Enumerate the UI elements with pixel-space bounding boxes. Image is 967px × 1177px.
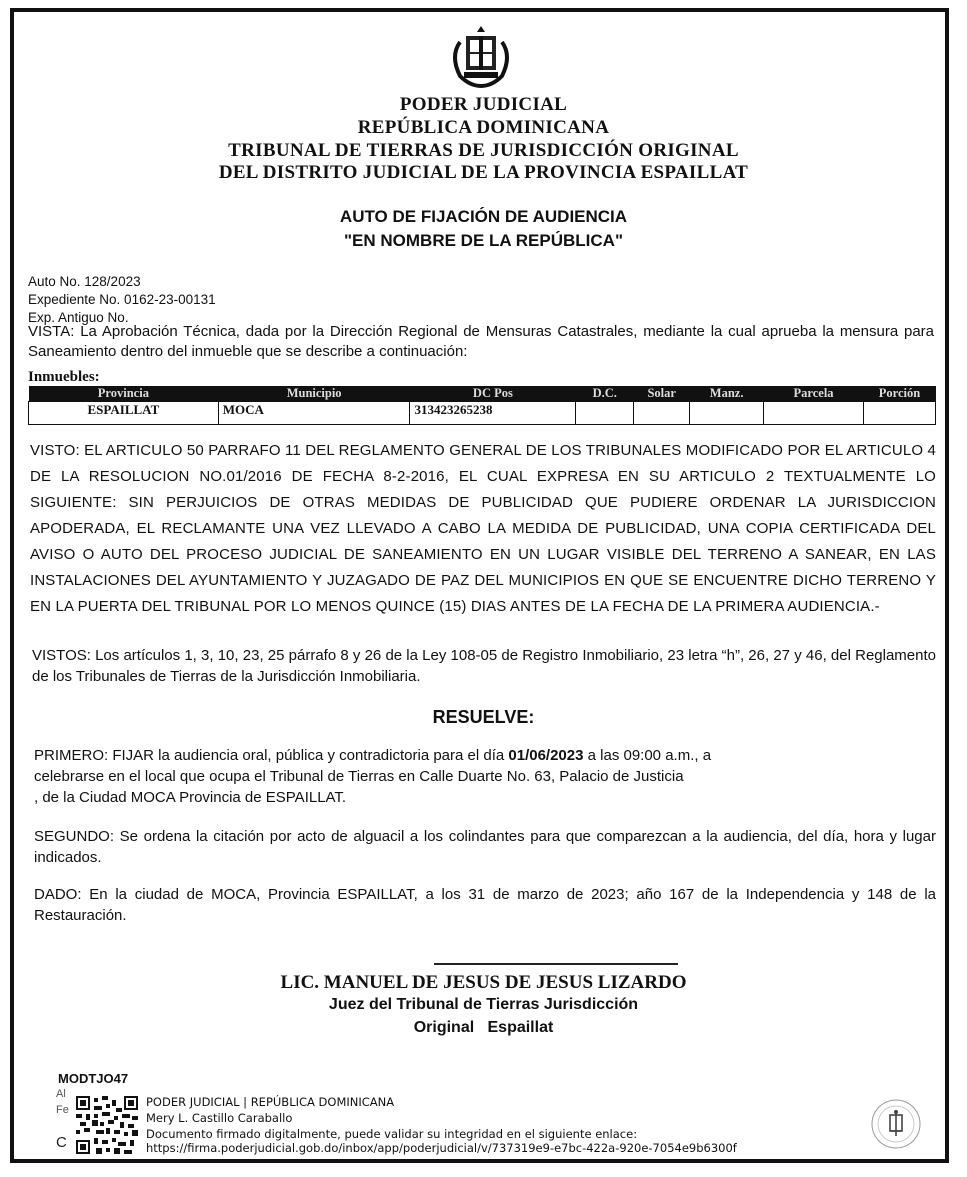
segundo-paragraph: SEGUNDO: Se ordena la citación por acto de alguacil a los colindantes para que comparezcan a la audiencia, del día, hora y lugar indicados. [34, 828, 936, 866]
vista-paragraph: VISTA: La Aprobación Técnica, dada por la Dirección Regional de Mensuras Catastrales, mediante la cual aprueba la mensura para Saneamiento dentro del inmueble que se describe a continuación: [28, 323, 934, 360]
cell-dc [576, 402, 634, 425]
signature-line [434, 963, 678, 965]
inmuebles-table [28, 386, 936, 425]
auto-number: Auto No. 128/2023 [28, 274, 141, 289]
qr-code[interactable] [76, 1096, 138, 1154]
cell-dc-pos: 313423265238 [410, 402, 576, 425]
header-line-3: TRIBUNAL DE TIERRAS DE JURISDICCIÓN ORIGINAL [228, 140, 739, 161]
cell-manzana [690, 402, 764, 425]
digital-signature-signer: Mery L. Castillo Caraballo [146, 1111, 293, 1125]
verification-link[interactable]: https://firma.poderjudicial.gob.do/inbox/app/poderjudicial/v/737319e9-e7bc-422a-920e-7054e9b6300f [146, 1141, 737, 1155]
primero-line-2: celebrarse en el local que ocupa el Tribunal de Tierras en Calle Duarte No. 63, Palacio de Justicia [34, 768, 684, 785]
cell-solar [634, 402, 690, 425]
digital-signature-line-3: Documento firmado digitalmente, puede validar su integridad en el siguiente enlace: [146, 1127, 638, 1141]
digital-signature-line-1: PODER JUDICIAL | REPÚBLICA DOMINICANA [146, 1095, 395, 1109]
expediente-number: Expediente No. 0162-23-00131 [28, 292, 216, 307]
header-line-1: PODER JUDICIAL [399, 94, 568, 115]
inmuebles-label: Inmuebles: [28, 369, 100, 385]
faint-text-1: Al [56, 1088, 66, 1100]
dado-paragraph: DADO: En la ciudad de MOCA, Provincia ESPAILLAT, a los 31 de marzo de 2023; año 167 de la Independencia y 148 de la Restauración. [34, 886, 936, 924]
judge-name: LIC. MANUEL DE JESUS DE JESUS LIZARDO [280, 972, 687, 993]
column-header: Solar [634, 386, 690, 402]
cell-porcion [863, 402, 935, 425]
hearing-date: 01/06/2023 [508, 747, 584, 764]
table-row [29, 402, 936, 425]
header-line-2: REPÚBLICA DOMINICANA [357, 117, 610, 138]
faint-text-3: C [56, 1134, 67, 1151]
column-header: D.C. [576, 386, 634, 402]
judge-role-line-1: Juez del Tribunal de Tierras Jurisdicción [328, 996, 639, 1013]
vistos-paragraph: VISTOS: Los artículos 1, 3, 10, 23, 25 párrafo 8 y 26 de la Ley 108-05 de Registro Inmobiliario, 23 letra “h”, 26, 27 y 46, del Reglamento de los Tribunales de Tierras de la Jurisdicción Inmobiliaria. [32, 647, 936, 685]
faint-text-2: Fe [56, 1104, 69, 1116]
column-header: Municipio [218, 386, 410, 402]
judge-role-line-2: Original Espaillat [413, 1019, 554, 1036]
resuelve-heading: RESUELVE: [432, 707, 535, 727]
primero-text: PRIMERO: FIJAR la audiencia oral, pública y contradictoria para el día [34, 747, 509, 764]
form-code: MODTJO47 [58, 1071, 129, 1086]
primero-time: a las 09:00 a.m., a [583, 747, 712, 764]
header-line-4: DEL DISTRITO JUDICIAL DE LA PROVINCIA ESPAILLAT [218, 162, 749, 183]
column-header: DC Pos [410, 386, 576, 402]
coat-of-arms-seal [446, 22, 516, 88]
column-header: Provincia [29, 386, 219, 402]
primero-paragraph [34, 745, 934, 808]
document-title: AUTO DE FIJACIÓN DE AUDIENCIA [339, 207, 628, 226]
expediente-antiguo: Exp. Antiguo No. [28, 310, 129, 325]
cell-provincia: ESPAILLAT [29, 402, 219, 425]
cell-municipio: MOCA [218, 402, 410, 425]
column-header: Manz. [690, 386, 764, 402]
primero-line-3: , de la Ciudad MOCA Provincia de ESPAILLAT. [34, 789, 347, 806]
document-subtitle: "EN NOMBRE DE LA REPÚBLICA" [344, 231, 623, 250]
cell-parcela [764, 402, 864, 425]
column-header: Parcela [764, 386, 864, 402]
table-header-row [29, 386, 936, 402]
visto-paragraph: VISTO: EL ARTICULO 50 PARRAFO 11 DEL REGLAMENTO GENERAL DE LOS TRIBUNALES MODIFICADO POR EL ARTICULO 4 DE LA RESOLUCION NO.01/2016 DE FECHA 8-2-2016, EL CUAL EXPRESA EN SU ARTICULO 2 TEXTUALMENTE LO SIGUIENTE: SIN PERJUICIOS DE OTRAS MEDIDAS DE PUBLICIDAD QUE PUDIERE ORDENAR LA JURISDICCION APODERADA, EL RECLAMANTE UNA VEZ LLEVADO A CABO LA MEDIDA DE PUBLICIDAD, UNA COPIA CERTIFICADA DEL AVISO O AUTO DEL PROCESO JUDICIAL DE SANEAMIENTO EN UN LUGAR VISIBLE DEL TERRENO A SANEAR, EN LAS INSTALACIONES DEL AYUNTAMIENTO Y JUZAGADO DE PAZ DEL MUNICIPIOS EN QUE SE ENCUENTRE DICHO TERRENO Y EN LA PUERTA DEL TRIBUNAL POR LO MENOS QUINCE (15) DIAS ANTES DE LA FECHA DE LA PRIMERA AUDIENCIA.- [30, 442, 936, 615]
poder-judicial-emblem [868, 1098, 924, 1150]
column-header: Porción [863, 386, 935, 402]
